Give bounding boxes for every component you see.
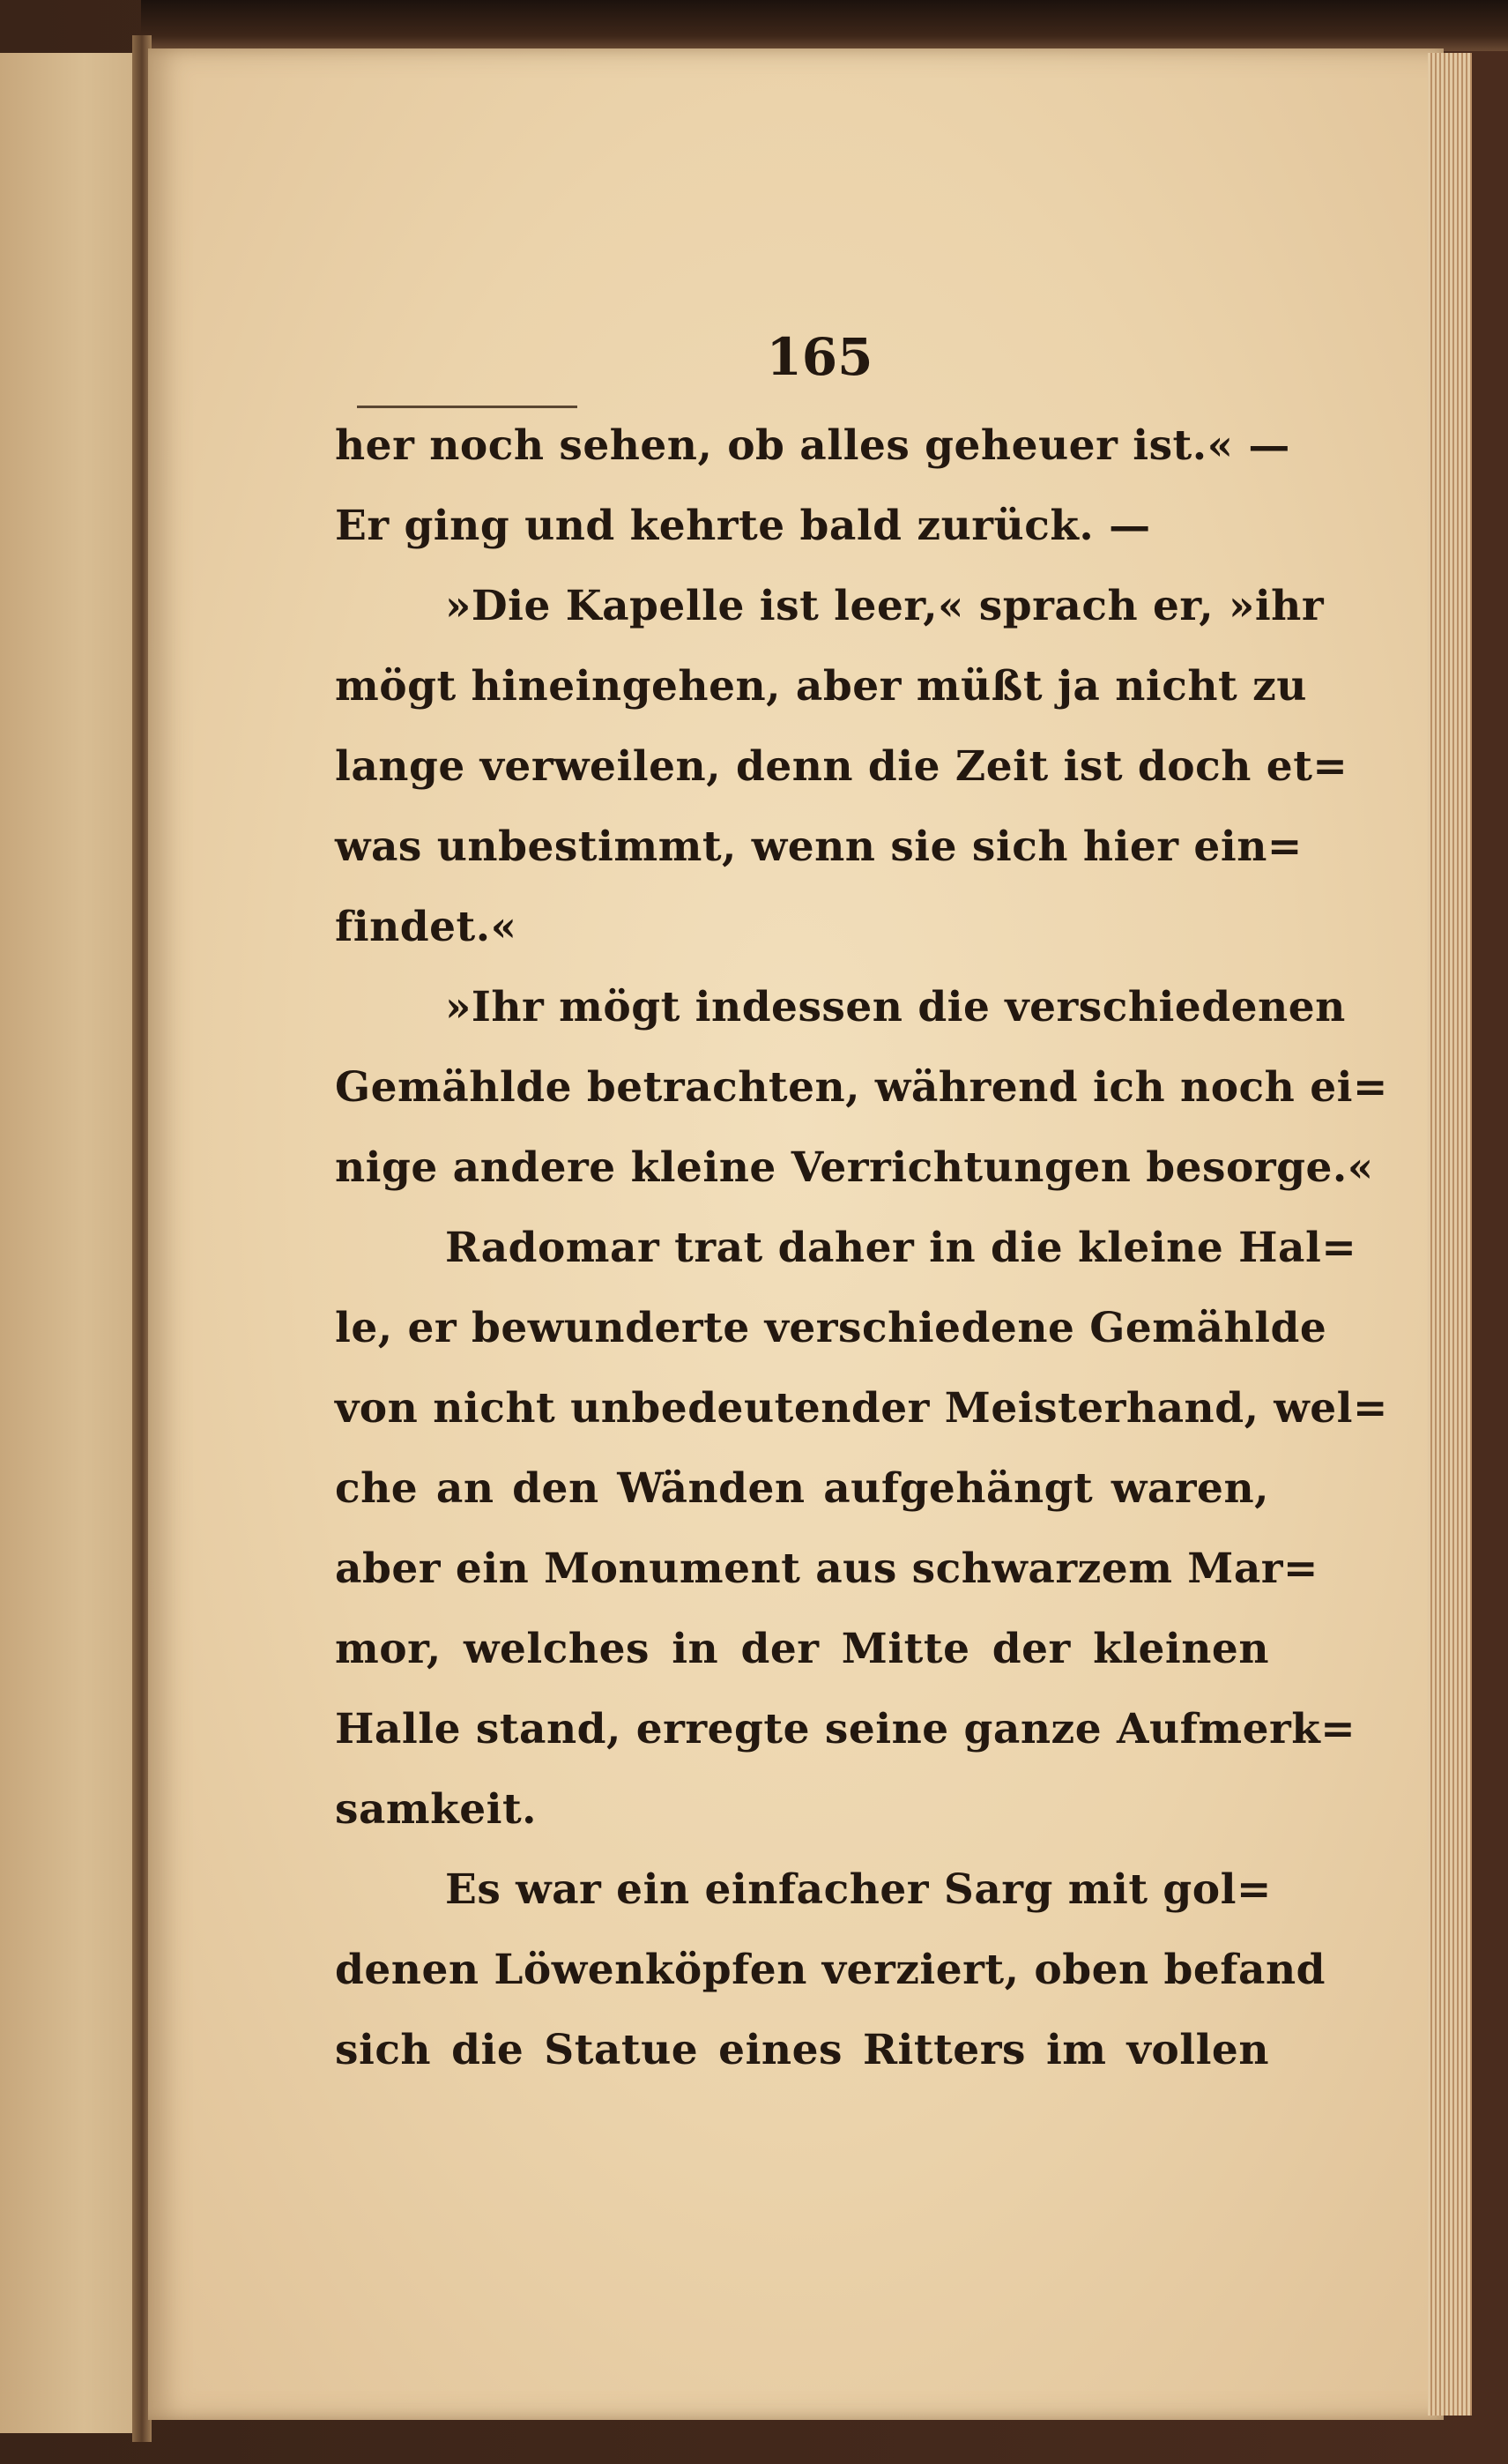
- text-line: Halle stand, erregte seine ganze Aufmerk=: [335, 1705, 1356, 1753]
- text-line: Gemählde betrachten, während ich noch ei=: [335, 1063, 1388, 1112]
- text-line: »Ihr mögt indessen die verschiedenen: [445, 983, 1346, 1031]
- text-line: le, er bewunderte verschiedene Gemählde: [335, 1304, 1327, 1352]
- text-lines: [335, 406, 1388, 2090]
- text-line: von nicht unbedeutender Meisterhand, wel=: [335, 1384, 1388, 1433]
- text-line: »Die Kapelle ist leer,« sprach er, »ihr: [445, 582, 1325, 630]
- text-line: mor, welches in der Mitte der kleinen: [335, 1625, 1269, 1673]
- text-line: nige andere kleine Verrichtungen besorge.«: [335, 1143, 1374, 1192]
- facing-page-edge: [0, 53, 141, 2433]
- text-line: aber ein Monument aus schwarzem Mar=: [335, 1545, 1319, 1593]
- text-line: was unbestimmt, wenn sie sich hier ein=: [335, 823, 1303, 871]
- text-line: denen Löwenköpfen verziert, oben befand: [335, 1946, 1326, 1994]
- text-line: Es war ein einfacher Sarg mit gol=: [445, 1865, 1272, 1914]
- book-spine-top: [141, 0, 1508, 51]
- text-line: che an den Wänden aufgehängt waren,: [335, 1464, 1269, 1513]
- text-line: samkeit.: [335, 1785, 538, 1834]
- text-line: lange verweilen, denn die Zeit ist doch et=: [335, 742, 1348, 791]
- text-line: Radomar trat daher in die kleine Hal=: [445, 1224, 1357, 1272]
- page-edges: [1428, 53, 1472, 2416]
- page-text: [335, 326, 1388, 2090]
- text-line: mögt hineingehen, aber müßt ja nicht zu: [335, 662, 1307, 711]
- text-line: findet.«: [335, 903, 517, 951]
- text-line: her noch sehen, ob alles geheuer ist.« —: [335, 421, 1290, 470]
- text-line: Er ging und kehrte bald zurück. —: [335, 502, 1151, 550]
- text-line: sich die Statue eines Ritters im vollen: [335, 2026, 1269, 2074]
- page-number: 165: [766, 327, 873, 387]
